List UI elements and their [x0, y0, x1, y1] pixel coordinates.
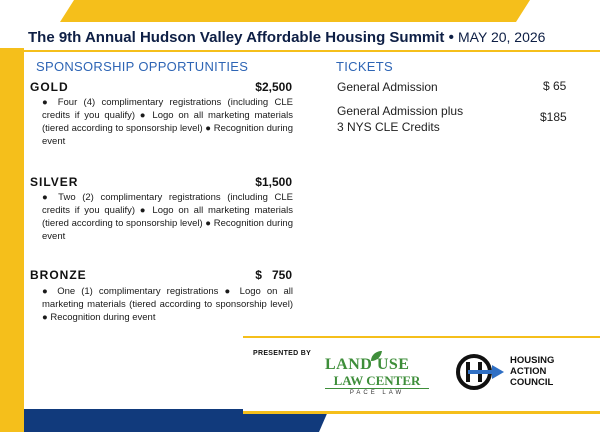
housing-action-council-logo-text: [510, 355, 554, 388]
tier-gold-description: ● Four (4) complimentary registrations (including CLE credits if you qualify) ● Logo on all marketing materials (tiered according to sponsorship level) ● Recognition during event: [42, 97, 293, 147]
land-use-logo-line1: LAND USE: [325, 356, 410, 373]
summit-title: The 9th Annual Hudson Valley Affordable Housing Summit: [28, 29, 445, 46]
tier-bronze-name: BRONZE: [30, 268, 87, 282]
title-bullet: •: [444, 29, 459, 46]
tier-gold-name: GOLD: [30, 80, 69, 94]
left-accent-bar: [0, 48, 24, 432]
tier-silver-price: $1,500: [255, 175, 292, 189]
page-title: [28, 29, 598, 46]
tickets-heading: TICKETS: [336, 59, 393, 74]
land-use-logo-line2: LAW CENTER: [333, 373, 421, 388]
ticket-general-price: $ 65: [543, 79, 567, 93]
tier-bronze-price: $ 750: [255, 268, 292, 282]
tier-silver-name: SILVER: [30, 175, 79, 189]
presented-by-label: PRESENTED BY: [253, 350, 312, 357]
housing-action-council-logo-icon: [456, 352, 508, 392]
ticket-general-label: General Admission: [337, 80, 438, 94]
tier-bronze-description: ● One (1) complimentary registrations ● Logo on all marketing materials (tiered according to sponsorship level) ● Recognition during event: [42, 286, 293, 323]
hac-line2: ACTION: [510, 366, 547, 377]
hac-line1: HOUSING: [510, 355, 555, 366]
ticket-cle-label-line2: 3 NYS CLE Credits: [337, 120, 440, 134]
ticket-cle-label: [337, 103, 463, 135]
tier-silver-description: ● Two (2) complimentary registrations (including CLE credits if you qualify) ● Logo on all marketing materials (tiered according to sponsorship level) ● Recognition during event: [42, 192, 293, 242]
tier-gold-price: $2,500: [255, 80, 292, 94]
sponsorship-heading: SPONSORSHIP OPPORTUNITIES: [36, 59, 249, 74]
top-accent-bar: [60, 0, 530, 22]
land-use-law-center-logo: [325, 356, 429, 396]
ticket-cle-price: $185: [540, 110, 567, 124]
ticket-cle-label-line1: General Admission plus: [337, 104, 464, 118]
hac-line3: COUNCIL: [510, 377, 554, 388]
summit-date: MAY 20, 2026: [458, 29, 546, 45]
title-divider: [24, 50, 600, 52]
land-use-logo-line3: PACE LAW: [325, 388, 429, 396]
